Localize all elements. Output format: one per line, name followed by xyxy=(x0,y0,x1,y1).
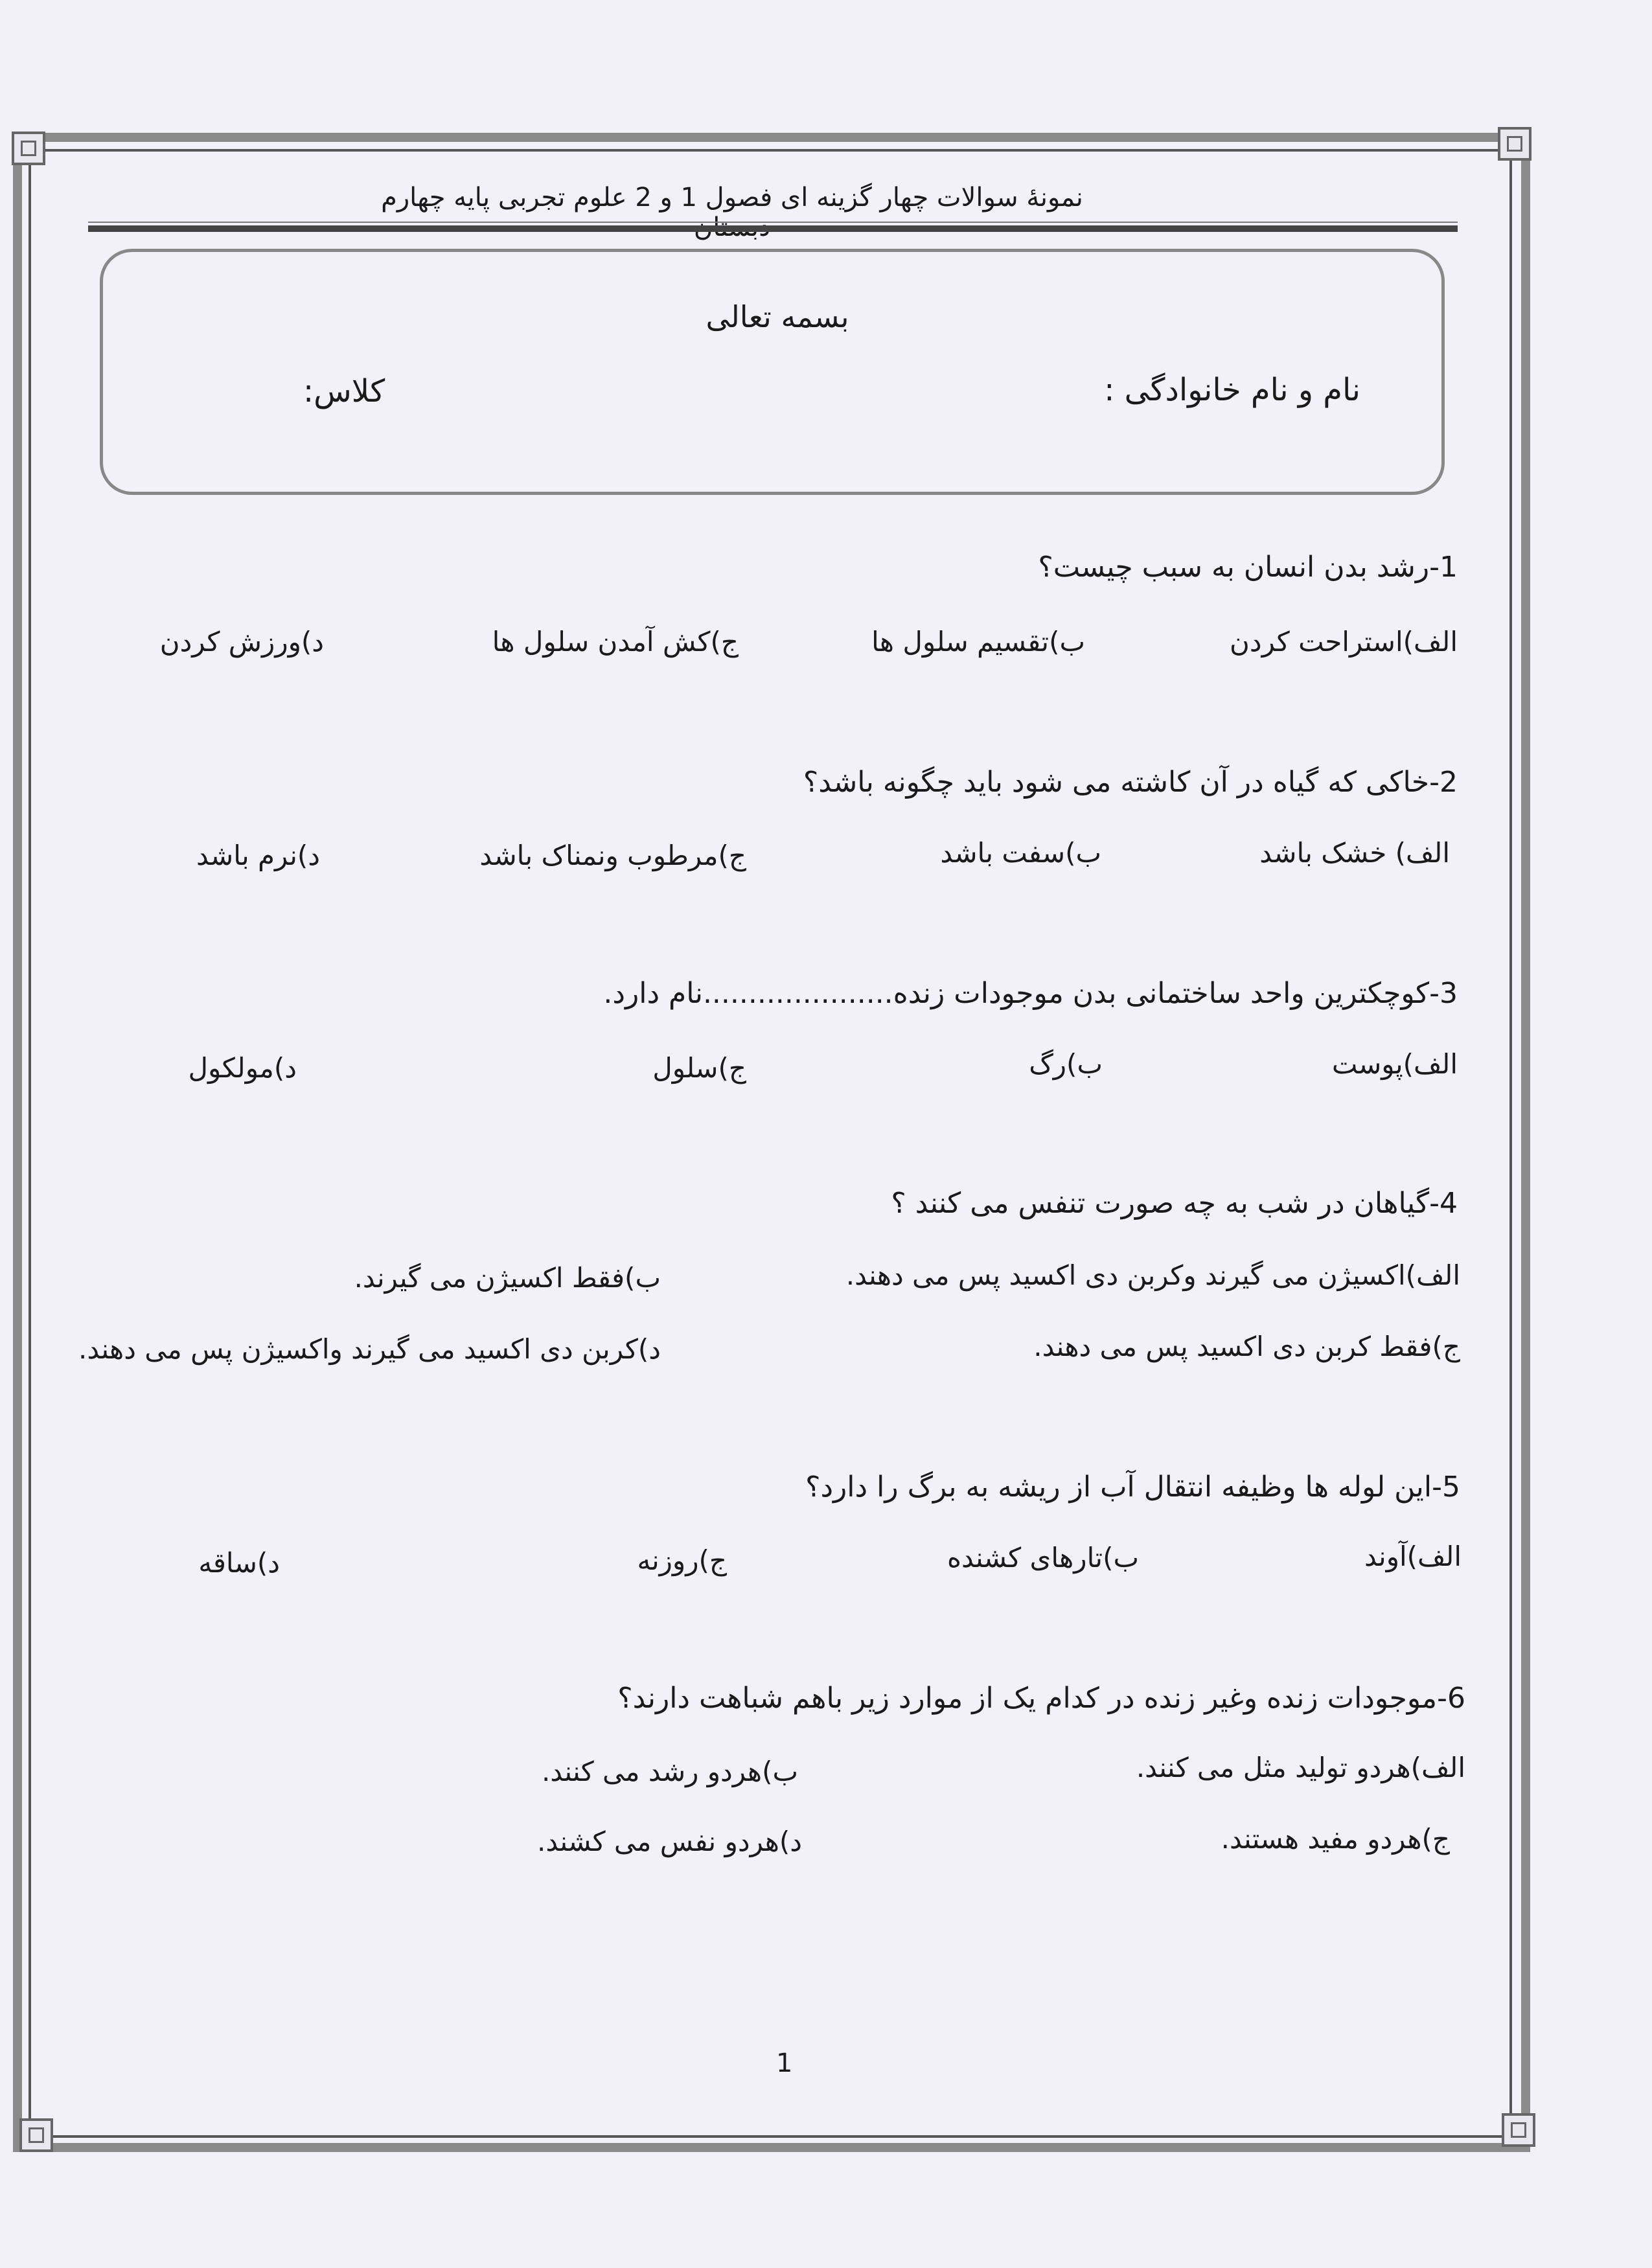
question-3: 3-کوچکترین واحد ساختمانی بدن موجودات زنده.....................نام دارد. xyxy=(603,977,1458,1010)
name-field-label: نام و نام خانوادگی : xyxy=(1104,372,1360,408)
basmala-heading: بسمه تعالی xyxy=(706,299,849,334)
question-5-option-b: ب)تارهای کشنده xyxy=(946,1542,1139,1574)
border-corner xyxy=(1498,127,1532,161)
question-5-option-c: ج)روزنه xyxy=(637,1544,727,1576)
question-6-option-d: د)هردو نفس می کشند. xyxy=(537,1826,802,1857)
question-3-option-c: ج)سلول xyxy=(652,1052,746,1084)
question-5-option-d: د)ساقه xyxy=(198,1547,280,1579)
question-4-option-a: الف)اکسیژن می گیرند وکربن دی اکسید پس می دهند. xyxy=(845,1259,1460,1291)
question-1-option-c: ج)کش آمدن سلول ها xyxy=(492,626,739,658)
header-rule xyxy=(88,225,1458,232)
question-2-option-c: ج)مرطوب ونمناک باشد xyxy=(479,840,746,871)
question-5: 5-این لوله ها وظیفه انتقال آب از ریشه به برگ را دارد؟ xyxy=(805,1471,1460,1504)
question-2-option-b: ب)سفت باشد xyxy=(940,837,1101,869)
question-2-option-d: د)نرم باشد xyxy=(196,840,320,871)
border-corner xyxy=(19,2118,53,2152)
question-4-option-b: ب)فقط اکسیژن می گیرند. xyxy=(354,1262,661,1294)
question-1-option-d: د)ورزش کردن xyxy=(159,626,324,658)
question-6-option-c: ج)هردو مفید هستند. xyxy=(1221,1823,1450,1855)
page-number: 1 xyxy=(776,2048,793,2078)
document-title: نمونۀ سوالات چهار گزینه ای فصول 1 و 2 علوم تجربی پایه چهارم xyxy=(381,183,1083,212)
question-2: 2-خاکی که گیاه در آن کاشته می شود باید چگونه باشد؟ xyxy=(803,766,1458,799)
border-corner xyxy=(1502,2113,1535,2147)
border-corner xyxy=(12,132,45,165)
question-3-option-a: الف)پوست xyxy=(1331,1048,1458,1080)
header-rule-thin xyxy=(88,222,1458,223)
question-4-option-c: ج)فقط کربن دی اکسید پس می دهند. xyxy=(1033,1331,1460,1362)
question-5-option-a: الف)آوند xyxy=(1364,1541,1462,1572)
question-2-option-a: الف) خشک باشد xyxy=(1259,837,1450,869)
question-3-option-d: د)مولکول xyxy=(188,1052,297,1084)
question-1-option-b: ب)تقسیم سلول ها xyxy=(871,626,1085,658)
question-4-option-d: د)کربن دی اکسید می گیرند واکسیژن پس می دهند. xyxy=(78,1333,661,1365)
question-6: 6-موجودات زنده وغیر زنده در کدام یک از موارد زیر باهم شباهت دارند؟ xyxy=(617,1682,1465,1715)
question-6-option-a: الف)هردو تولید مثل می کنند. xyxy=(1136,1752,1465,1783)
class-field-label: کلاس: xyxy=(303,373,385,409)
question-1: 1-رشد بدن انسان به سبب چیست؟ xyxy=(1038,551,1458,584)
question-6-option-b: ب)هردو رشد می کنند. xyxy=(541,1756,798,1787)
question-3-option-b: ب)رگ xyxy=(1029,1048,1103,1080)
question-1-option-a: الف)استراحت کردن xyxy=(1230,626,1458,658)
question-4: 4-گیاهان در شب به چه صورت تنفس می کنند ؟ xyxy=(891,1187,1458,1220)
